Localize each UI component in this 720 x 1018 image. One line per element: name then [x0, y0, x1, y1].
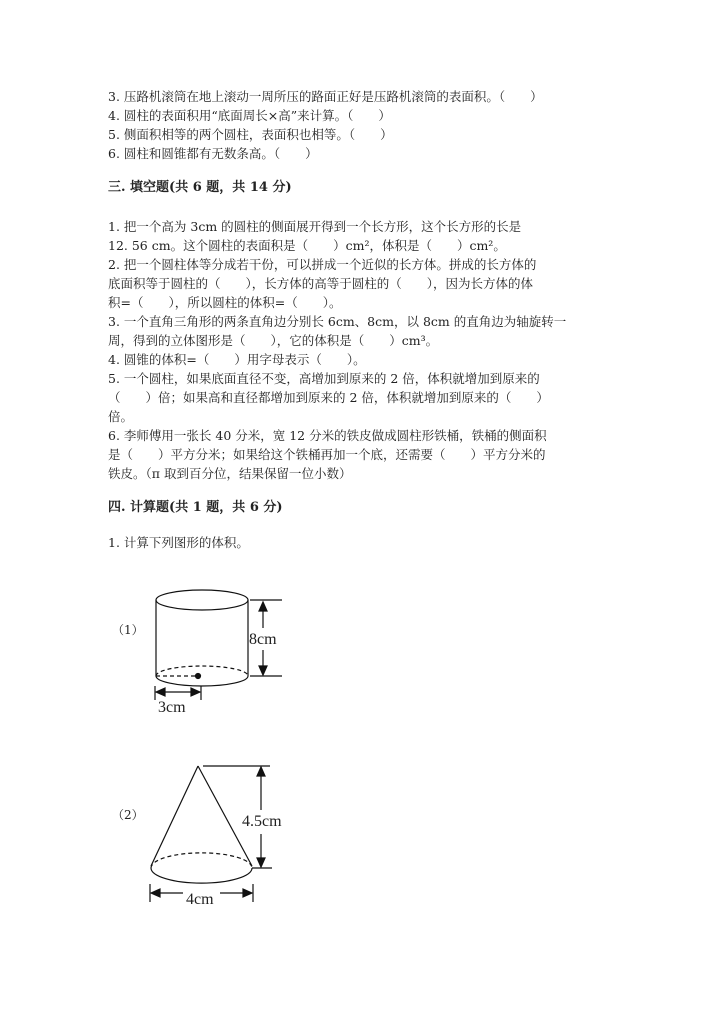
fill-blank-line: 2. 把一个圆柱体等分成若干份，可以拼成一个近似的长方体。拼成的长方体的	[108, 257, 537, 272]
fill-blank-line: 倍。	[108, 409, 134, 424]
cone-height-label: 4.5cm	[242, 813, 282, 830]
judge-item-5: 5. 侧面积相等的两个圆柱，表面积也相等。（ ）	[108, 127, 393, 142]
fill-blank-line: 4. 圆锥的体积=（ ）用字母表示（ ）。	[108, 352, 366, 367]
fill-blank-line: 12. 56 cm。这个圆柱的表面积是（ ）cm²，体积是（ ）cm²。	[108, 238, 506, 253]
fill-blank-line: 周，得到的立体图形是（ ），它的体积是（ ）cm³。	[108, 333, 439, 348]
section3-title: 三. 填空题(共 6 题，共 14 分)	[108, 180, 292, 195]
fill-blank-line: 6. 李师傅用一张长 40 分米，宽 12 分米的铁皮做成圆柱形铁桶，铁桶的侧面积	[108, 428, 547, 443]
judge-item-3: 3. 压路机滚筒在地上滚动一周所压的路面正好是压路机滚筒的表面积。（ ）	[108, 89, 543, 104]
figure-2-label: （2）	[112, 808, 144, 822]
section4-title: 四. 计算题(共 1 题，共 6 分)	[108, 500, 283, 515]
fill-blank-line: 3. 一个直角三角形的两条直角边分别长 6cm、8cm，以 8cm 的直角边为轴旋转一	[108, 314, 567, 329]
calc-question: 1. 计算下列图形的体积。	[108, 535, 249, 550]
judge-item-6: 6. 圆柱和圆锥都有无数条高。（ ）	[108, 146, 318, 161]
fill-blank-line: 是（ ）平方分米；如果给这个铁桶再加一个底，还需要（ ）平方分米的	[108, 447, 546, 462]
fill-blank-line: 积=（ ），所以圆柱的体积=（ ）。	[108, 295, 342, 310]
judge-item-4: 4. 圆柱的表面积用“底面周长×高”来计算。（ ）	[108, 108, 391, 123]
fill-blank-line: （ ）倍；如果高和直径都增加到原来的 2 倍，体积就增加到原来的（ ）	[108, 390, 549, 405]
cylinder-radius-label: 3cm	[158, 699, 186, 716]
fill-blank-line: 1. 把一个高为 3cm 的圆柱的侧面展开得到一个长方形，这个长方形的长是	[108, 219, 522, 234]
cylinder-height-label: 8cm	[249, 631, 277, 648]
fill-blank-line: 5. 一个圆柱，如果底面直径不变，高增加到原来的 2 倍，体积就增加到原来的	[108, 371, 540, 386]
fill-blank-line: 底面积等于圆柱的（ ），长方体的高等于圆柱的（ ），因为长方体的体	[108, 276, 534, 291]
figure-1-label: （1）	[112, 623, 144, 637]
fill-blank-line: 铁皮。（π 取到百分位，结果保留一位小数）	[108, 466, 352, 481]
cone-diameter-label: 4cm	[186, 891, 214, 908]
cone-figure	[150, 766, 272, 902]
